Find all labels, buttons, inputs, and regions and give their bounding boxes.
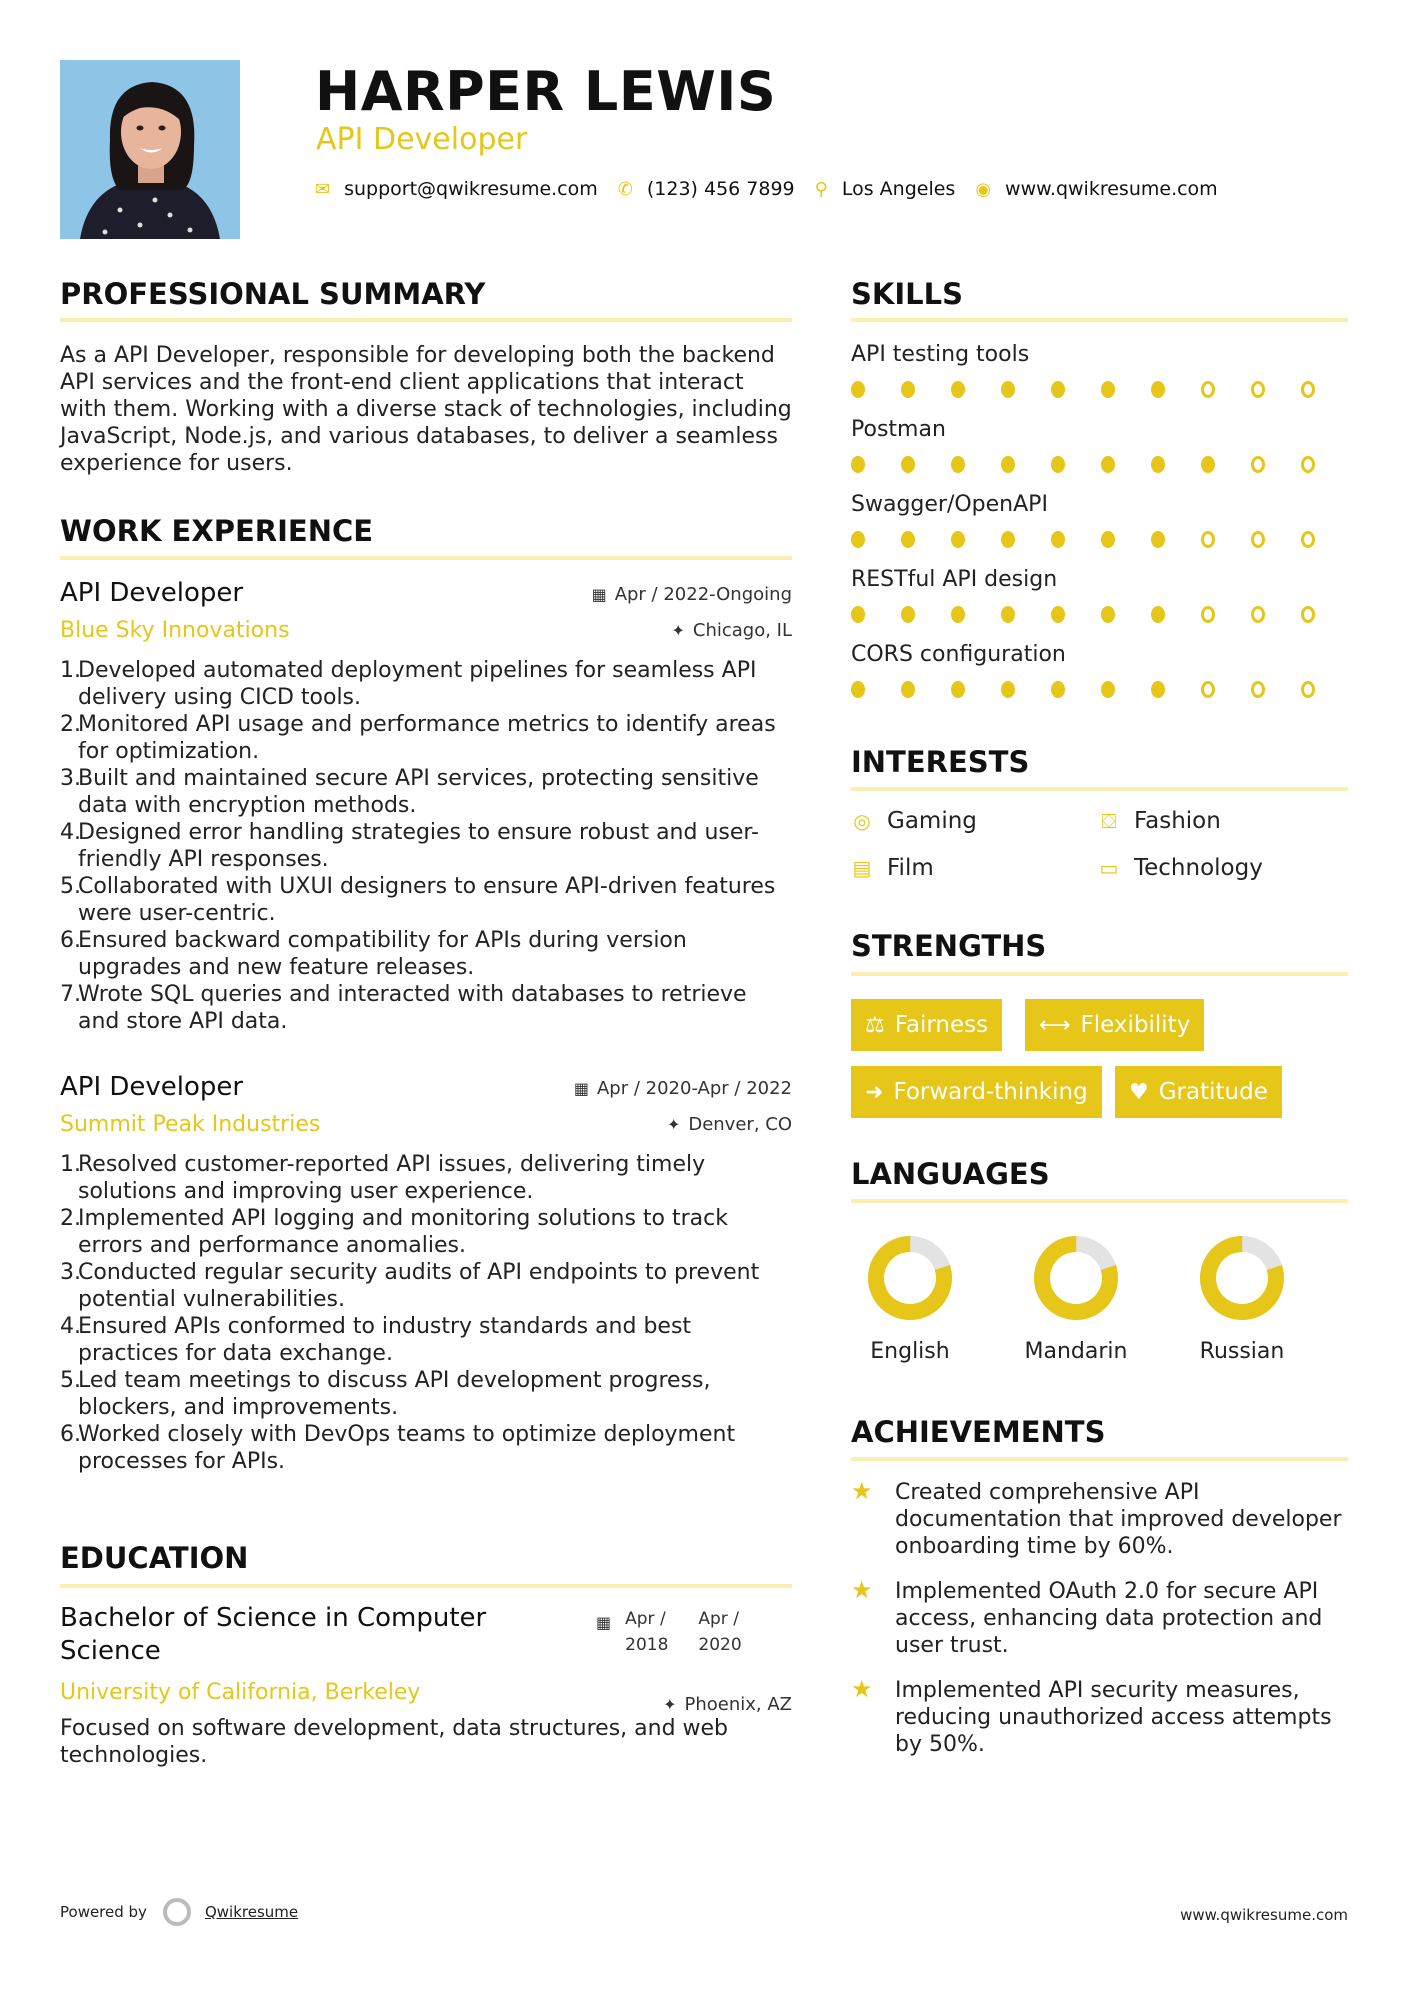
rating-dot-filled xyxy=(1151,381,1165,398)
skills-heading: SKILLS xyxy=(851,277,963,311)
interest-gaming: ◎ Gaming xyxy=(851,808,977,834)
rating-dot-filled xyxy=(851,531,865,548)
list-item: 6. Worked closely with DevOps teams to optimize deployment processes for APIs. xyxy=(60,1422,736,1474)
skill-rating xyxy=(851,381,1351,398)
rating-dot-filled xyxy=(1051,606,1065,623)
pin-icon: ✦ xyxy=(666,1115,681,1134)
achievement-item: ★ Created comprehensive API documentation that improved developer onboarding time by 60%. xyxy=(851,1477,1342,1559)
interests-divider xyxy=(851,787,1348,791)
rating-dot-filled xyxy=(1201,456,1215,473)
rating-dot-filled xyxy=(1001,381,1015,398)
rating-dot-empty xyxy=(1301,381,1315,398)
profile-photo xyxy=(60,60,240,239)
rating-dot-filled xyxy=(1151,531,1165,548)
skill-name: Postman xyxy=(851,417,946,442)
job-title: API Developer xyxy=(60,1072,244,1102)
job-entry-2 xyxy=(60,1072,792,1475)
contact-bar xyxy=(315,178,1238,200)
skill-item xyxy=(851,567,1351,623)
rating-dot-filled xyxy=(951,381,965,398)
rating-dot-filled xyxy=(1001,456,1015,473)
donut-fill xyxy=(1199,1235,1285,1321)
education-divider xyxy=(60,1584,792,1588)
skill-name: API testing tools xyxy=(851,342,1030,367)
skill-item xyxy=(851,342,1351,398)
school-name: University of California, Berkeley xyxy=(60,1680,421,1705)
rating-dot-filled xyxy=(901,456,915,473)
list-item: 3. Conducted regular security audits of API endpoints to prevent potential vulnerabilities. xyxy=(60,1260,760,1312)
skill-item xyxy=(851,492,1351,548)
job-duties xyxy=(60,657,792,1035)
rating-dot-filled xyxy=(951,531,965,548)
skill-rating xyxy=(851,681,1351,698)
rating-dot-filled xyxy=(901,606,915,623)
rating-dot-empty xyxy=(1301,681,1315,698)
globe-icon: ◉ xyxy=(975,178,992,200)
date-end: Apr / 2020 xyxy=(698,1609,742,1655)
rating-dot-filled xyxy=(851,681,865,698)
rating-dot-filled xyxy=(851,456,865,473)
rating-dot-filled xyxy=(851,381,865,398)
job-company: Summit Peak Industries xyxy=(60,1112,321,1137)
rating-dot-empty xyxy=(1201,381,1215,398)
footer-branding xyxy=(60,1898,298,1926)
rating-dot-filled xyxy=(1051,681,1065,698)
powered-by-label: Powered by xyxy=(60,1903,147,1921)
list-item: 2. Implemented API logging and monitoring solutions to track errors and performance anomalies. xyxy=(60,1206,728,1258)
calendar-icon: ▦ xyxy=(591,585,607,604)
candidate-name: HARPER LEWIS xyxy=(315,60,777,123)
pin-icon: ✦ xyxy=(671,621,685,640)
email-text: support@qwikresume.com xyxy=(344,178,598,200)
list-item: 6. Ensured backward compatibility for APIs during version upgrades and new feature releases. xyxy=(60,928,687,980)
rating-dot-filled xyxy=(851,606,865,623)
achievement-item: ★ Implemented OAuth 2.0 for secure API access, enhancing data protection and user trust. xyxy=(851,1576,1323,1658)
rating-dot-empty xyxy=(1251,456,1265,473)
language-item xyxy=(830,1233,990,1364)
brand-link[interactable]: Qwikresume xyxy=(204,1903,299,1921)
rating-dot-filled xyxy=(951,456,965,473)
list-item: 4. Designed error handling strategies to ensure robust and user-friendly API responses. xyxy=(60,820,759,872)
arrow-right-icon: ➜ xyxy=(865,1079,884,1105)
achievement-item: ★ Implemented API security measures, reducing unauthorized access attempts by 50%. xyxy=(851,1675,1332,1757)
language-item xyxy=(1162,1233,1322,1364)
language-level-donut xyxy=(865,1233,955,1323)
summary-text: As a API Developer, responsible for developing both the backend API services and the front-end client applications that interact with them. Working with a diverse stack of technologies, including JavaScript, Node.js, and various databases, to deliver a seamless experience for users. xyxy=(60,343,792,476)
star-icon: ★ xyxy=(851,1675,873,1703)
skill-name: Swagger/OpenAPI xyxy=(851,492,1048,517)
contact-website[interactable] xyxy=(975,178,1217,200)
job-location-text: Chicago, IL xyxy=(692,620,792,641)
strength-forward-thinking: ➜ Forward-thinking xyxy=(851,1066,1102,1118)
skill-name: CORS configuration xyxy=(851,642,1066,667)
summary-heading: PROFESSIONAL SUMMARY xyxy=(60,277,486,311)
strengths-heading: STRENGTHS xyxy=(851,929,1047,963)
job-date-text: Apr / 2020-Apr / 2022 xyxy=(596,1078,792,1099)
rating-dot-empty xyxy=(1251,681,1265,698)
rating-dot-filled xyxy=(1101,681,1115,698)
interest-film: ▤ Film xyxy=(852,855,934,881)
rating-dot-empty xyxy=(1251,606,1265,623)
achievements-heading: ACHIEVEMENTS xyxy=(851,1415,1106,1449)
strength-gratitude: ♥ Gratitude xyxy=(1115,1066,1282,1118)
list-item: 1. Resolved customer-reported API issues, delivering timely solutions and improving user experience. xyxy=(60,1152,706,1204)
rating-dot-filled xyxy=(901,681,915,698)
qwikresume-logo-icon xyxy=(163,1898,191,1926)
language-level-donut xyxy=(1031,1233,1121,1323)
summary-divider xyxy=(60,318,792,322)
language-level-donut xyxy=(1197,1233,1287,1323)
achievements-divider xyxy=(851,1457,1348,1461)
rating-dot-filled xyxy=(1101,381,1115,398)
list-item: 5. Collaborated with UXUI designers to ensure API-driven features were user-centric. xyxy=(60,874,776,926)
rating-dot-filled xyxy=(1101,606,1115,623)
contact-location xyxy=(815,178,956,200)
job-duties xyxy=(60,1151,792,1475)
contact-email[interactable] xyxy=(315,178,598,200)
film-icon: ▤ xyxy=(852,856,872,880)
job-entry-1 xyxy=(60,578,792,1035)
rating-dot-filled xyxy=(1001,681,1015,698)
skill-item xyxy=(851,417,1351,473)
donut-fill xyxy=(1033,1235,1119,1321)
skill-item xyxy=(851,642,1351,698)
balance-scale-icon: ⚖ xyxy=(865,1012,885,1038)
education-description: Focused on software development, data structures, and web technologies. xyxy=(60,1716,729,1768)
job-location xyxy=(671,620,792,641)
job-date-text: Apr / 2022-Ongoing xyxy=(614,584,792,605)
rating-dot-filled xyxy=(1101,456,1115,473)
rating-dot-filled xyxy=(1101,531,1115,548)
education-location: ✦ Phoenix, AZ xyxy=(663,1694,792,1715)
education-entry xyxy=(60,1602,792,1769)
candidate-title: API Developer xyxy=(316,122,528,157)
location-text: Los Angeles xyxy=(841,178,956,200)
envelope-icon: ✉ xyxy=(315,178,331,200)
language-item xyxy=(996,1233,1156,1364)
donut-fill xyxy=(867,1235,953,1321)
star-icon: ★ xyxy=(851,1477,873,1505)
calendar-icon: ▦ xyxy=(573,1079,589,1098)
contact-phone[interactable] xyxy=(618,178,795,200)
list-item: 1. Developed automated deployment pipelines for seamless API delivery using CICD tools. xyxy=(60,658,757,710)
rating-dot-empty xyxy=(1301,456,1315,473)
rating-dot-filled xyxy=(1051,381,1065,398)
languages-heading: LANGUAGES xyxy=(851,1157,1050,1191)
map-pin-icon: ⚲ xyxy=(814,178,828,200)
strength-fairness: ⚖ Fairness xyxy=(851,999,1002,1051)
skill-rating xyxy=(851,456,1351,473)
work-heading: WORK EXPERIENCE xyxy=(60,514,374,548)
calendar-icon: ▦ xyxy=(596,1613,612,1632)
degree-title: Bachelor of Science in Computer Science xyxy=(60,1603,487,1666)
phone-text: (123) 456 7899 xyxy=(646,178,795,200)
languages-divider xyxy=(851,1199,1348,1203)
skill-rating xyxy=(851,531,1351,548)
footer-website[interactable]: www.qwikresume.com xyxy=(1180,1906,1348,1924)
rating-dot-filled xyxy=(901,381,915,398)
rating-dot-filled xyxy=(1151,456,1165,473)
website-text: www.qwikresume.com xyxy=(1005,178,1218,200)
rating-dot-filled xyxy=(901,531,915,548)
rating-dot-filled xyxy=(1001,531,1015,548)
rating-dot-filled xyxy=(1051,531,1065,548)
list-item: 4. Ensured APIs conformed to industry standards and best practices for data exchange. xyxy=(60,1314,692,1366)
shopping-bag-icon: ⛋ xyxy=(1101,809,1117,833)
job-date xyxy=(574,1078,792,1099)
strength-flexibility: ⟷ Flexibility xyxy=(1025,999,1204,1051)
list-item: 5. Led team meetings to discuss API development progress, blockers, and improvements. xyxy=(60,1368,711,1420)
work-divider xyxy=(60,556,792,560)
rating-dot-filled xyxy=(951,606,965,623)
skill-name: RESTful API design xyxy=(851,567,1058,592)
language-name: English xyxy=(870,1339,950,1364)
language-name: Russian xyxy=(1199,1339,1285,1364)
job-company: Blue Sky Innovations xyxy=(60,618,290,643)
rating-dot-filled xyxy=(951,681,965,698)
rating-dot-empty xyxy=(1301,606,1315,623)
strengths-divider xyxy=(851,972,1348,976)
rating-dot-empty xyxy=(1201,606,1215,623)
list-item: 3. Built and maintained secure API services, protecting sensitive data with encryption methods. xyxy=(60,766,759,818)
interest-technology: ▭ Technology xyxy=(1099,855,1263,881)
date-start: Apr / 2018 xyxy=(625,1609,669,1655)
rating-dot-filled xyxy=(1151,681,1165,698)
rating-dot-empty xyxy=(1251,531,1265,548)
laptop-icon: ▭ xyxy=(1099,856,1119,880)
list-item: 7. Wrote SQL queries and interacted with databases to retrieve and store API data. xyxy=(60,982,747,1034)
job-location-text: Denver, CO xyxy=(688,1114,792,1135)
skill-rating xyxy=(851,606,1351,623)
education-dates xyxy=(596,1606,742,1658)
rating-dot-empty xyxy=(1201,681,1215,698)
phone-icon: ✆ xyxy=(617,178,633,200)
pin-icon: ✦ xyxy=(663,1695,677,1714)
arrows-horizontal-icon: ⟷ xyxy=(1039,1012,1071,1038)
interests-heading: INTERESTS xyxy=(851,745,1030,779)
list-item: 2. Monitored API usage and performance metrics to identify areas for optimization. xyxy=(60,712,776,764)
star-icon: ★ xyxy=(851,1576,873,1604)
education-heading: EDUCATION xyxy=(60,1541,249,1575)
language-name: Mandarin xyxy=(1024,1339,1128,1364)
job-location xyxy=(667,1114,792,1135)
skills-divider xyxy=(851,318,1348,322)
rating-dot-filled xyxy=(1051,456,1065,473)
rating-dot-filled xyxy=(1151,606,1165,623)
rating-dot-empty xyxy=(1201,531,1215,548)
interest-fashion: ⛋ Fashion xyxy=(1098,808,1221,834)
job-title: API Developer xyxy=(60,578,244,608)
rating-dot-empty xyxy=(1251,381,1265,398)
rating-dot-empty xyxy=(1301,531,1315,548)
heart-icon: ♥ xyxy=(1129,1079,1149,1105)
rating-dot-filled xyxy=(1001,606,1015,623)
gamepad-icon: ◎ xyxy=(853,809,871,833)
job-date xyxy=(592,584,792,605)
